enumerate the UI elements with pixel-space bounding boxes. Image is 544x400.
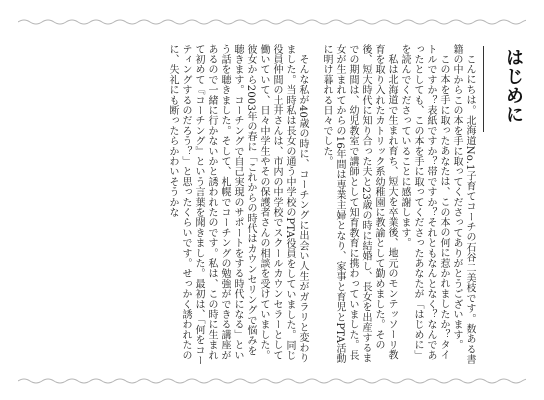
paragraph-1: こんにちは。北海道No.1子育てコーチの石谷二美枝です。数ある書籍の中からこの本を手に取ってくださってありがとうございます。 <box>451 44 475 365</box>
heading-rule <box>483 46 484 132</box>
paragraph-3: 私は北海道で生まれ育ち、短大を卒業後、地元のモンテッソーリ教育を取り入れたカトリック系幼稚園に教諭として勤めました。その後、短大時代に知り合った夫と23歳の時に結婚し、長女を出産するまでの期間は、幼児教室で講師として知育教育に携わっていました。長女が生まれてからの16年間は専業主婦となり、家事と育児とPTA活動に明け暮れる日々でした。 <box>321 44 397 364</box>
wavy-border-top <box>18 18 526 26</box>
page-heading: はじめに <box>503 48 524 124</box>
body-text-area <box>24 44 476 366</box>
paragraph-2: この本を手に取ったあなたは、この本の何に惹かれましたか？タイトルですか？表紙ですか？帯ですか？それともなんとなく？なんであったとしても、この本を手に取ってくださったあなたが「はじめに」を読んでくださっていることに感謝します。 <box>399 44 449 361</box>
vertical-body-text <box>24 44 476 366</box>
wavy-border-bottom <box>18 377 526 385</box>
paragraph-4: そんな私が40歳の時に、コーチングに出会い人生がガラリと変わりました。当時私は長女の通う中学校のPTA役員をしていました。同じ役員仲間の土井さんは、市内の中学校でスクールカウンセラーとして働いていて、日々中学生やその保護者さんの相談を受けていました。彼女から2003年の春に「これからの時代はカウンセリングで悩みを聴きます。コーチングで自己実現のサポートをする時代になる」という話を聴きました。そして、札幌でコーチングの勉強ができる講座があるので一緒に行かないかと誘われたのです。私は、この時に生まれて初めて『コーチング』という言葉を聞きました。最初は、「何をコーティングするのだろう？」と思ったくらいです。せっかく誘われたのに、失礼にも断ったらかわいそうかな <box>167 44 308 366</box>
